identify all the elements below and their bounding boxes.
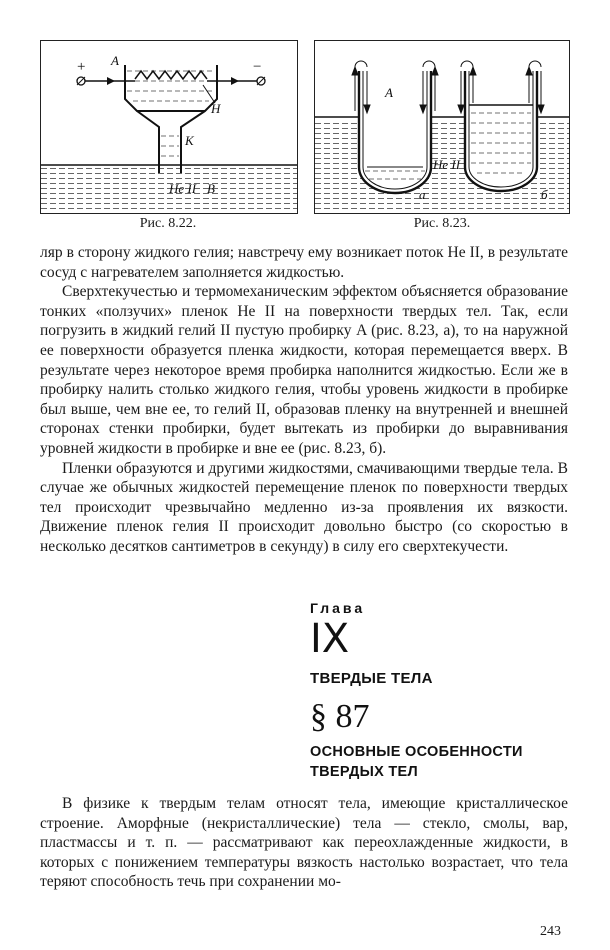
text-block-top (40, 243, 568, 557)
label-a: A (111, 53, 119, 68)
plus-label: + (77, 59, 86, 75)
figure-8-22-caption: Рис. 8.22. (139, 216, 197, 231)
paragraph-solids-intro: В физике к твердым телам относят тела, имеющие кристаллическое строение. Аморфные (некристаллические) тела — стекло, смолы, вар, пластмассы и т. п. — рассматривают как переохлажденные жидкости, в которых с понижением температуры вязкость настолько возрастает, что тела теряют способность течь при сохранении мо- (40, 795, 568, 891)
label-a-bottom: а (419, 187, 426, 202)
chapter-title: ТВЕРДЫЕ ТЕЛА (310, 670, 433, 687)
figure-8-22-drawing (41, 41, 297, 213)
figure-8-22 (40, 40, 298, 214)
figure-8-23 (314, 40, 570, 214)
section-title-line2: ТВЕРДЫХ ТЕЛ (310, 764, 418, 780)
minus-label: − (253, 59, 262, 75)
text-block-bottom (40, 794, 568, 892)
section-number: § 87 (310, 698, 370, 735)
chapter-label: Глава (310, 600, 366, 616)
label-a-top: A (385, 85, 393, 100)
label-he: He II (169, 181, 197, 196)
paragraph-other-liquids: Пленки образуются и другими жидкостями, смачивающими твердые тела. В случае же обычных жидкостей перемещение пленок по поверхности твердых тел происходит чрезвычайно медленно из-за проявления их вязкости. Движение пленок гелия II происходит довольно быстро (со скоростью в несколько десятков сантиметров в секунду) в силу его сверхтекучести. (40, 459, 568, 555)
section-title-line1: ОСНОВНЫЕ ОСОБЕННОСТИ (310, 744, 523, 760)
paragraph-continuation: ляр в сторону жидкого гелия; навстречу ему возникает поток He II, в результате сосуд с нагревателем заполняется жидкостью. (40, 244, 568, 281)
chapter-number: IX (310, 616, 350, 662)
paragraph-films: Сверхтекучестью и термомеханическим эффектом объясняется образование тонких «ползучих» пленок He II на поверхности твердых тел. Так, если погрузить в жидкий гелий II пустую пробирку A (рис. 8.23, а), то на наружной ее поверхности образуется пленка жидкости, которая перемещается вверх. В результате через некоторое время пробирка наполнится жидкостью. Если же в пробирку налить столько жидкого гелия, чтобы уровень жидкости в пробирке был выше, чем вне ее, то гелий II, образовав пленку на внутренней и внешней сторонах стенки пробирки, будет вытекать из пробирки до выравнивания уровней жидкости в пробирке и вне ее (рис. 8.23, б). (40, 283, 568, 457)
label-h: H (211, 101, 221, 116)
label-b: B (207, 181, 215, 196)
figure-8-23-caption: Рис. 8.23. (413, 216, 471, 231)
page-number: 243 (540, 924, 561, 939)
label-he: He II (433, 157, 461, 172)
label-b-bottom: б (541, 187, 548, 202)
label-k: K (185, 133, 194, 148)
figure-8-23-drawing (315, 41, 569, 213)
